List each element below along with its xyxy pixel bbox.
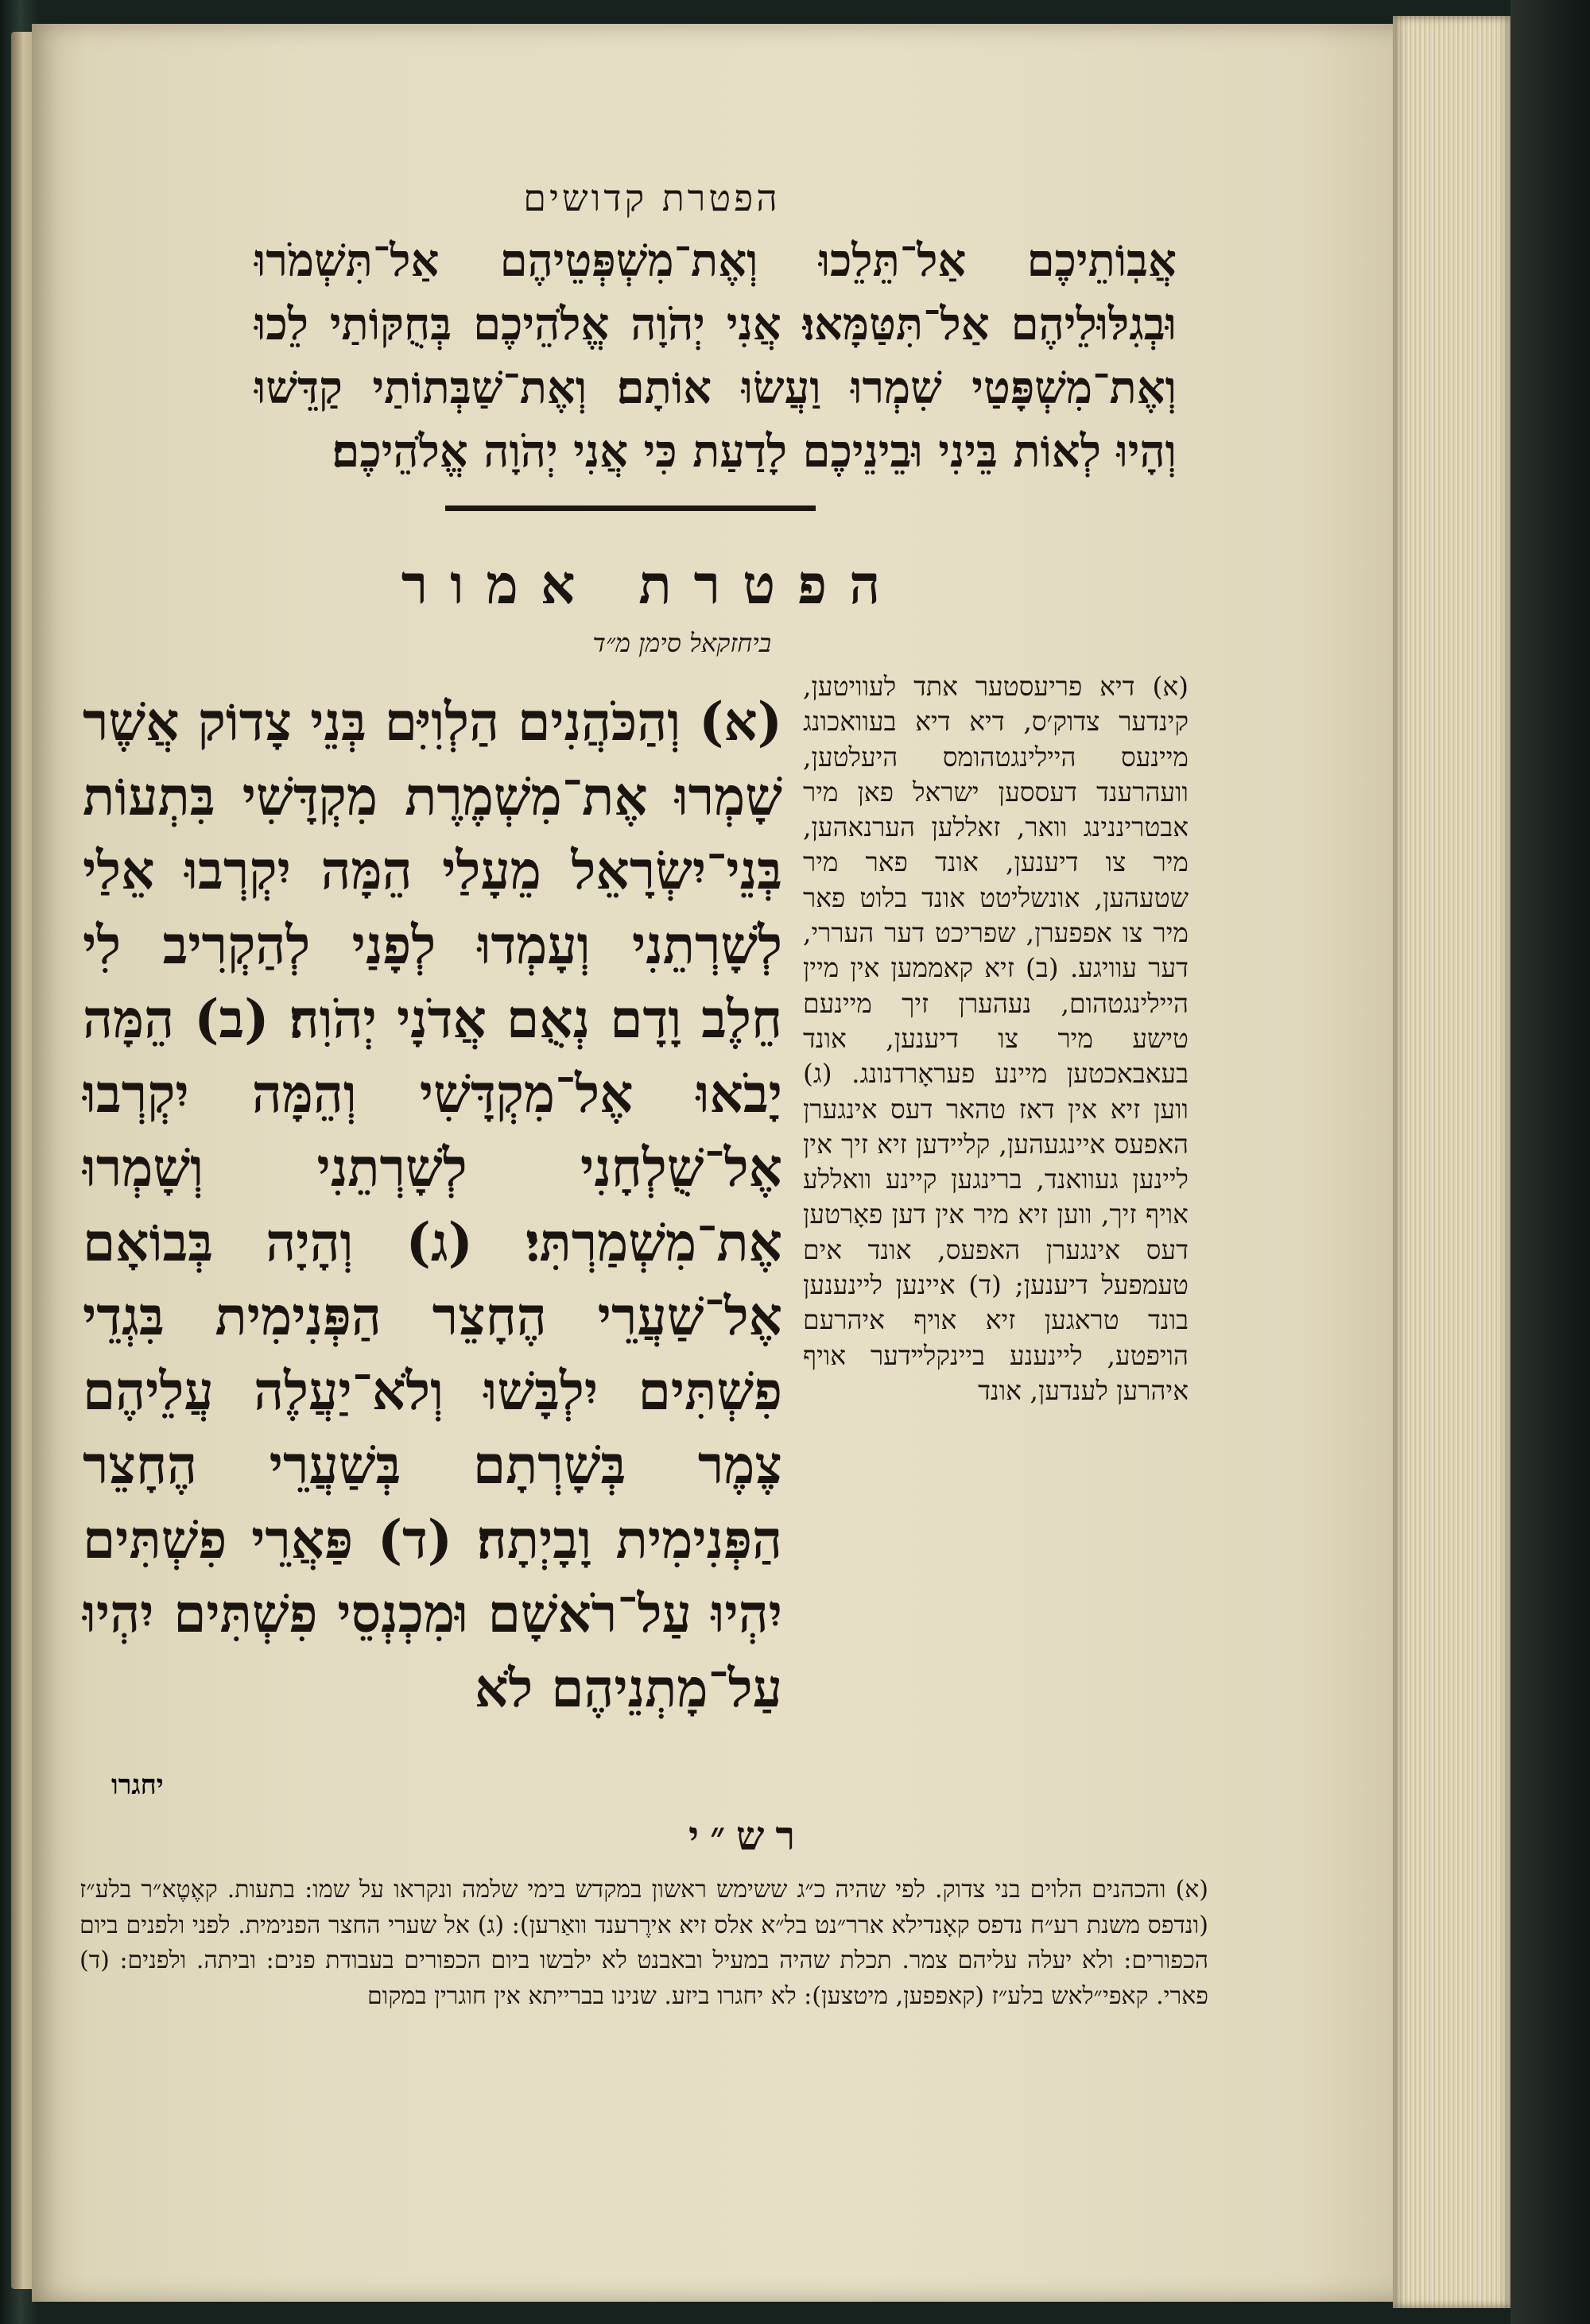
source-reference: ביחזקאל סימן מ״ד [592, 628, 771, 658]
running-head: הפטרת קדושים [523, 176, 781, 219]
commentary-title: רש״י [688, 1812, 807, 1859]
main-hebrew-text: (א) וְהַכֹּהֲנִים הַלְוִיִּם בְּנֵי צָדוֹק אֲשֶׁר שָׁמְרוּ אֶת־מִשְׁמֶרֶת מִקְדָּשִׁי בִּתְעוֹת בְּנֵי־יִשְׂרָאֵל מֵעָלַי הֵמָּה יִקְרְבוּ אֵלַי לְשָׁרְתֵנִי וְעָמְדוּ לְפָנַי לְהַקְרִיב לִי חֵלֶב וָדָם נְאֻם אֲדֹנָי יְהֹוִה׃ (ב) הֵמָּה יָבֹאוּ אֶל־מִקְדָּשִׁי וְהֵמָּה יִקְרְבוּ אֶל־שֻׁלְחָנִי לְשָׁרְתֵנִי וְשָׁמְרוּ אֶת־מִשְׁמַרְתִּי׃ (ג) וְהָיָה בְּבוֹאָם אֶל־שַׁעֲרֵי הֶחָצֵר הַפְּנִימִית בִּגְדֵי פִשְׁתִּים יִלְבָּשׁוּ וְלֹא־יַעֲלֶה עֲלֵיהֶם צֶמֶר בְּשָׁרְתָם בְּשַׁעֲרֵי הֶחָצֵר הַפְּנִימִית וָבָיְתָה׃ (ד) פַּאֲרֵי פִשְׁתִּים יִהְיוּ עַל־רֹאשָׁם וּמִכְנְסֵי פִשְׁתִּים יִהְיוּ עַל־מָתְנֵיהֶם לֹא [83, 691, 782, 1719]
page-block-edge [1393, 16, 1512, 2308]
rashi-commentary: (א) והכהנים הלוים בני צדוק. לפי שהיה כ״ג ששימש ראשון במקדש בימי שלמה ונקראו על שמו: בתעות. קאֶטֶא״ר בלע״ז (ונדפס משנת רע״ח נדפס קאָנדילא ארר״נט בל״א אלס זיא אירֶרענד וואַרען): (ג) אל שערי החצר הפנימית. לפני ולפנים ביום הכפורים: ולא יעלה עליהם צמר. תכלת שהיה במעיל ובאבנט לא ילבשו ביום הכפורים בעבודת פנים: וביתה. ולפנים: (ד) פארי. קאפי״לאש בלע״ז (קאפפען, מיטצען): לא יחגרו ביזע. שנינו בברייתא אין חוגרין במקום [80, 1876, 1208, 2010]
catchword [111, 1769, 254, 1801]
section-divider-rule [445, 505, 816, 511]
catchword-text: יחגרו [111, 1769, 164, 1801]
book-back-board [1510, 0, 1590, 2324]
judeo-german-translation: (א) דיא פריעסטער אתד לעוויטען, קינדער צדוק׳ס, דיא דיא בעוואכונג מיינעס היילינגטהומס היעלטען, וועהרענד דעססען ישראל פאן מיר אבטריננינג וואר, זאללען הערנאהען, מיר צו דיענען, אונד פאר מיר שטעהען, אונשליטט אונד בלוט פאר מיר צו אפפערן, שפריכט דער העררי, דער עוויגע. (ב) זיא קאממען אין מיין היילינגטהום, נעהערן זיך מיינעם טישע מיר צו דיענען, אונד בעאבאכטען מיינע פעראָרדנונג. (ג) ווען זיא אין דאז טהאר דעס אינגערן האפעס איינגעהען, קליידען זיא זיך אין ליינען געוואנד, ברינגען קיינע וואללע אויף זיך, ווען זיא מיר אין דען פאָרטען דעס אינגערן האפעס, אונד אים טעמפעל דיענען; (ד) איינען ליינענען בונד טראגען זיא אויף איהרעם הויפטע, ליינענע ביינקלײדער אויף איהרען לענדען, אונד [803, 671, 1189, 1406]
previous-haftarah-ending: אֲבֽוֹתֵיכֶם אַל־תֵּלֵכוּ וְאֶת־מִשְׁפְּטֵיהֶם אַל־תִּשְׁמֹרוּ וּבְגִלּוּלֵיהֶם אַל־תִּטַּמָּאוּ׃ אֲנִי יְהֹוָה אֱלֹהֵיכֶם בְּחֻקּוֹתַי לֵכוּ וְאֶת־מִשְׁפָּטַי שִׁמְרוּ וַעֲשׂוּ אוֹתָם׃ וְאֶת־שַׁבְּתוֹתַי קַדֵּשׁוּ וְהָיוּ לְאוֹת בֵּינִי וּבֵינֵיכֶם לָדַעַת כִּי אֲנִי יְהֹוָה אֱלֹהֵיכֶם׃ [254, 234, 1177, 478]
section-title: הפטרת אמור [401, 553, 903, 617]
